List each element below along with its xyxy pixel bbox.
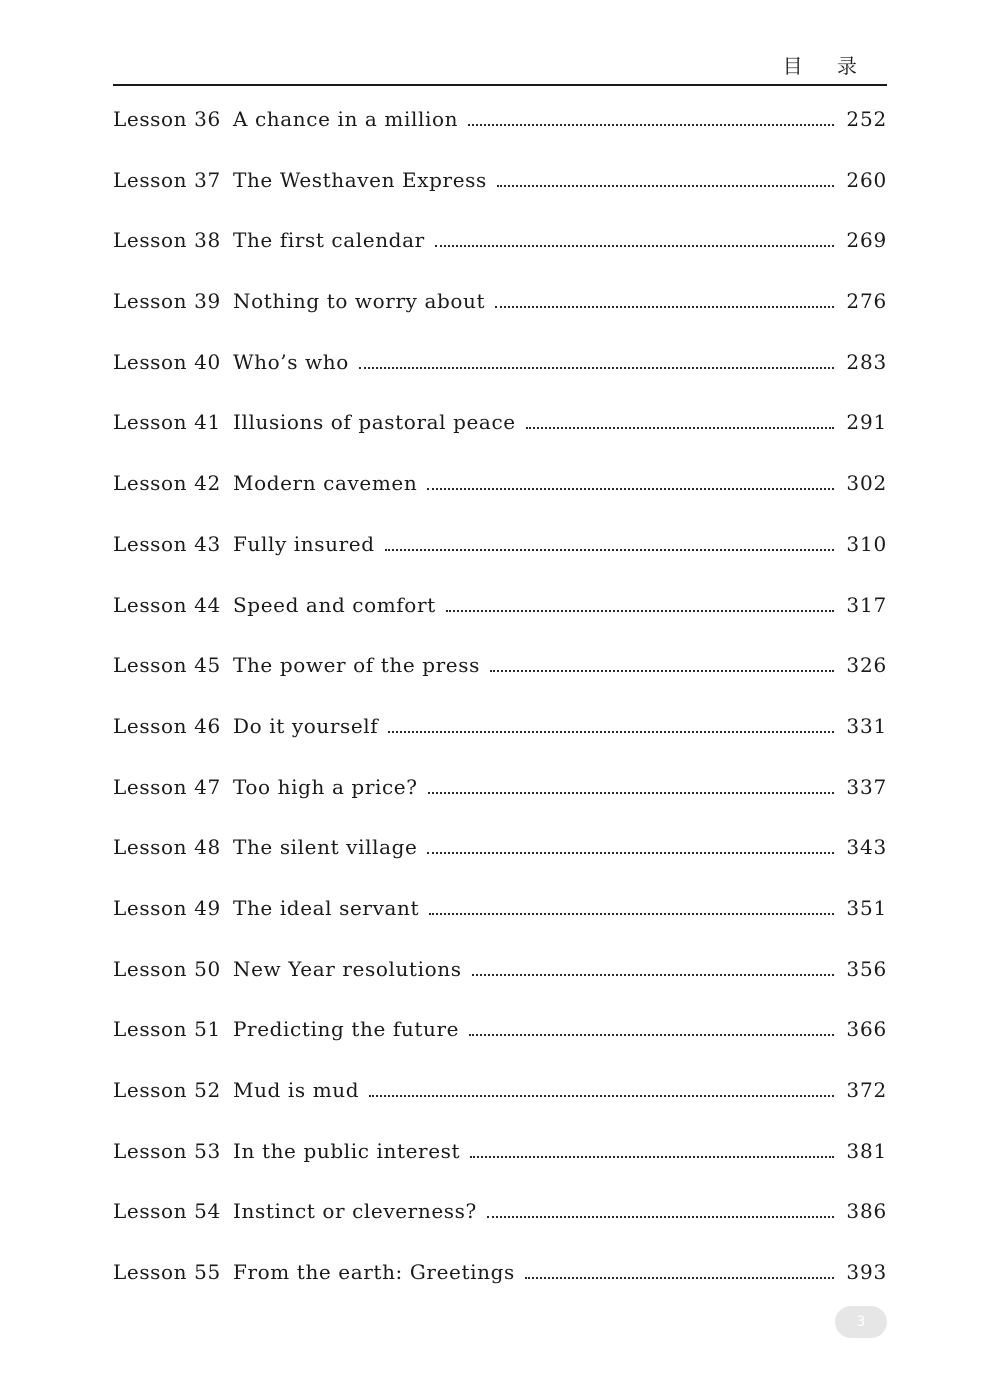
lesson-number: Lesson 53 [113, 1138, 221, 1163]
page-reference: 372 [846, 1078, 887, 1102]
lesson-title: Fully insured [233, 531, 375, 556]
page-reference: 343 [846, 835, 887, 860]
toc-entry-line [233, 1138, 887, 1164]
lesson-number: Lesson 50 [113, 956, 221, 981]
toc-entry[interactable] [113, 584, 887, 645]
page-number-badge: 3 [835, 1306, 887, 1338]
toc-entry[interactable] [113, 887, 887, 948]
toc-entry-line [233, 470, 887, 496]
page-reference: 381 [846, 1138, 887, 1163]
toc-entry[interactable] [113, 766, 887, 827]
toc-entry-line [233, 288, 887, 314]
page-header [113, 50, 887, 86]
toc-entry-line [233, 349, 887, 375]
lesson-title: Who’s who [233, 349, 349, 374]
toc-entry-line [233, 592, 887, 618]
dot-leader [472, 974, 835, 976]
table-of-contents [113, 98, 887, 1312]
lesson-title: Modern cavemen [233, 471, 418, 496]
lesson-number: Lesson 40 [113, 349, 221, 374]
lesson-number: Lesson 51 [113, 1017, 221, 1042]
toc-entry[interactable] [113, 1251, 887, 1312]
lesson-number: Lesson 55 [113, 1260, 221, 1285]
page-reference: 351 [846, 895, 887, 920]
dot-leader [487, 1216, 835, 1218]
toc-entry-line [233, 531, 887, 557]
toc-entry-line [233, 956, 887, 982]
dot-leader [359, 367, 835, 369]
lesson-title: From the earth: Greetings [233, 1260, 515, 1285]
toc-entry[interactable] [113, 523, 887, 584]
toc-entry[interactable] [113, 401, 887, 462]
toc-entry-line [233, 713, 887, 739]
dot-leader [490, 670, 834, 672]
dot-leader [525, 1277, 835, 1279]
dot-leader [495, 306, 834, 308]
lesson-title: The first calendar [233, 228, 425, 253]
page-reference: 291 [846, 410, 887, 435]
toc-entry[interactable] [113, 1069, 887, 1130]
dot-leader [369, 1095, 834, 1097]
lesson-number: Lesson 49 [113, 895, 221, 920]
page-reference: 393 [846, 1260, 887, 1285]
lesson-number: Lesson 43 [113, 531, 221, 556]
lesson-title: Nothing to worry about [233, 289, 486, 314]
page-reference: 276 [846, 289, 887, 314]
dot-leader [429, 913, 834, 915]
toc-entry-line [233, 1259, 887, 1285]
lesson-title: The power of the press [233, 653, 480, 678]
toc-entry[interactable] [113, 948, 887, 1009]
dot-leader [468, 124, 834, 126]
lesson-number: Lesson 36 [113, 107, 221, 131]
lesson-number: Lesson 48 [113, 835, 221, 860]
dot-leader [526, 427, 835, 429]
lesson-number: Lesson 46 [113, 713, 221, 738]
lesson-number: Lesson 42 [113, 471, 221, 496]
dot-leader [470, 1156, 834, 1158]
page-reference: 326 [846, 653, 887, 678]
page-reference: 283 [846, 349, 887, 374]
lesson-title: Do it yourself [233, 713, 379, 738]
page-reference: 260 [846, 167, 887, 192]
lesson-title: Instinct or cleverness? [233, 1199, 477, 1224]
lesson-number: Lesson 38 [113, 228, 221, 253]
toc-entry-line [233, 1077, 887, 1103]
toc-entry[interactable] [113, 826, 887, 887]
toc-entry[interactable] [113, 341, 887, 402]
toc-entry-line [233, 167, 887, 193]
lesson-title: A chance in a million [233, 107, 459, 131]
lesson-title: Speed and comfort [233, 592, 436, 617]
lesson-number: Lesson 41 [113, 410, 221, 435]
dot-leader [469, 1034, 834, 1036]
toc-entry-line [233, 1016, 887, 1042]
toc-entry-line [233, 774, 887, 800]
lesson-number: Lesson 45 [113, 653, 221, 678]
page-reference: 337 [846, 774, 887, 799]
toc-entry-line [233, 409, 887, 435]
toc-entry[interactable] [113, 1008, 887, 1069]
lesson-title: Mud is mud [233, 1078, 360, 1102]
page-reference: 252 [846, 107, 887, 131]
toc-entry-line [233, 895, 887, 921]
lesson-title: In the public interest [233, 1138, 461, 1163]
toc-entry-line [233, 834, 887, 860]
toc-entry-line [233, 652, 887, 678]
page-reference: 317 [846, 592, 887, 617]
toc-entry[interactable] [113, 1130, 887, 1191]
lesson-title: New Year resolutions [233, 956, 462, 981]
dot-leader [497, 185, 835, 187]
lesson-title: The Westhaven Express [233, 167, 487, 192]
lesson-title: The ideal servant [233, 895, 420, 920]
lesson-title: The silent village [233, 835, 418, 860]
dot-leader [446, 610, 835, 612]
page-reference: 269 [846, 228, 887, 253]
lesson-number: Lesson 37 [113, 167, 221, 192]
page-reference: 366 [846, 1017, 887, 1042]
toc-entry[interactable] [113, 159, 887, 220]
page-reference: 386 [846, 1199, 887, 1224]
lesson-number: Lesson 39 [113, 289, 221, 314]
dot-leader [388, 731, 834, 733]
lesson-number: Lesson 52 [113, 1078, 221, 1102]
page-reference: 302 [846, 471, 887, 496]
toc-entry-line [233, 227, 887, 253]
toc-entry[interactable] [113, 1190, 887, 1251]
lesson-title: Too high a price? [233, 774, 418, 799]
dot-leader [427, 488, 834, 490]
dot-leader [428, 792, 835, 794]
toc-entry[interactable] [113, 644, 887, 705]
toc-entry[interactable] [113, 98, 887, 159]
dot-leader [435, 245, 835, 247]
toc-entry[interactable] [113, 462, 887, 523]
page-reference: 310 [846, 531, 887, 556]
dot-leader [385, 549, 835, 551]
lesson-title: Illusions of pastoral peace [233, 410, 516, 435]
lesson-number: Lesson 54 [113, 1199, 221, 1224]
lesson-number: Lesson 44 [113, 592, 221, 617]
toc-entry-line [233, 1198, 887, 1224]
page-reference: 331 [846, 713, 887, 738]
toc-entry[interactable] [113, 280, 887, 341]
lesson-title: Predicting the future [233, 1017, 460, 1042]
toc-entry[interactable] [113, 705, 887, 766]
lesson-number: Lesson 47 [113, 774, 221, 799]
toc-entry[interactable] [113, 219, 887, 280]
page-title: 目 录 [782, 54, 871, 78]
dot-leader [427, 852, 834, 854]
toc-entry-line [233, 106, 887, 132]
page-reference: 356 [846, 956, 887, 981]
